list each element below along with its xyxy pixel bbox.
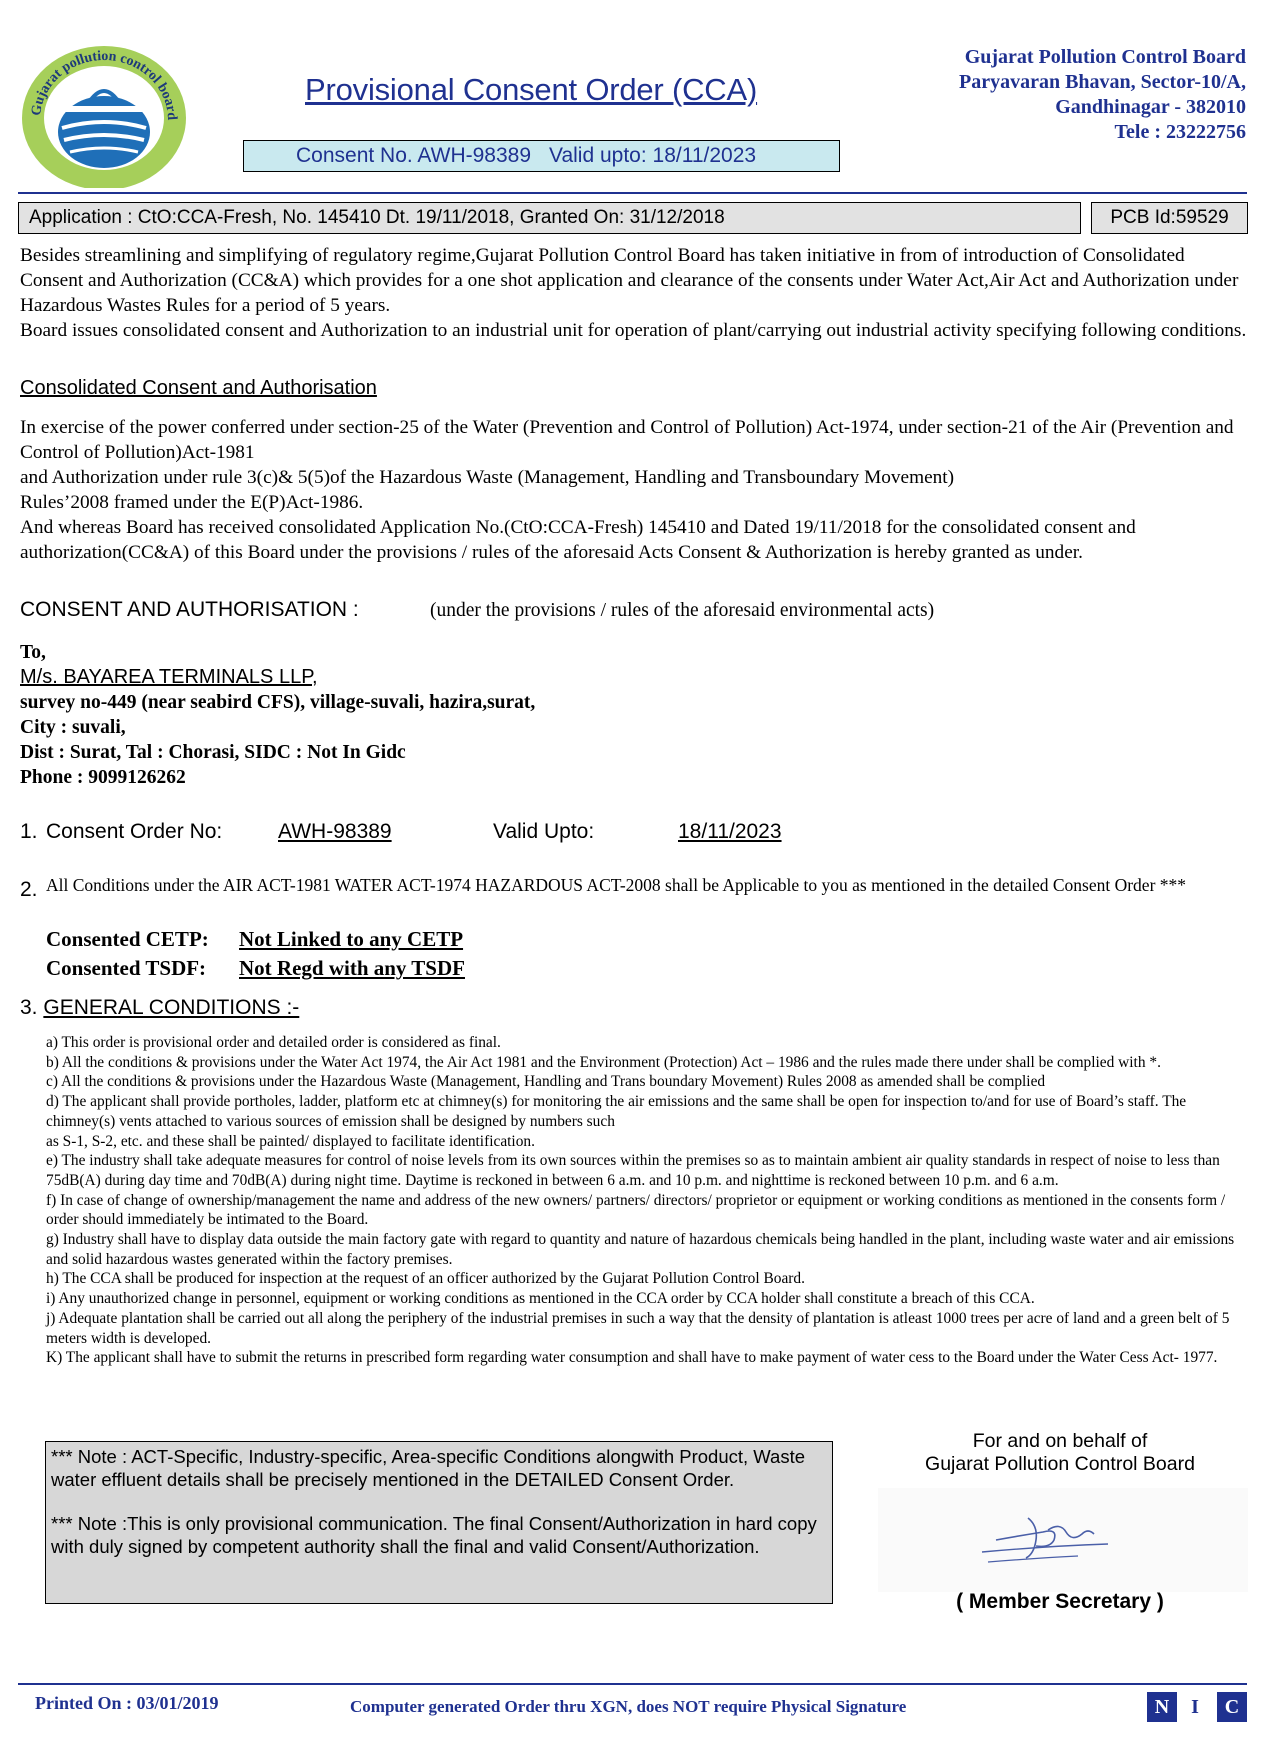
exercise-text: [20, 415, 1252, 565]
application-info: Application : CtO:CCA-Fresh, No. 145410 Dt. 19/11/2018, Granted On: 31/12/2018: [18, 202, 1081, 234]
company-name: M/s. BAYAREA TERMINALS LLP,: [20, 666, 318, 688]
condition-item: f) In case of change of ownership/management the name and address of the new owners/ partners/ directors/ proprietor or equipment or working conditions as mentioned in the consents form / order should immediately be intimated to the Board.: [46, 1191, 1226, 1229]
note-provisional: *** Note :This is only provisional communication. The final Consent/Authorization in hard copy with duly signed by competent authority shall the final and valid Consent/Authorization.: [51, 1513, 817, 1557]
tsdf-label: Consented TSDF:: [46, 956, 207, 980]
cetp-tsdf-block: [46, 925, 465, 983]
applicable-acts-text: All Conditions under the AIR ACT-1981 WATER ACT-1974 HAZARDOUS ACT-2008 shall be Applicable to you as mentioned in the detailed Consent Order ***: [46, 875, 1187, 895]
exercise-paragraph: and Authorization under rule 3(c)& 5(5)of the Hazardous Waste (Management, Handling and Transboundary Movement): [20, 467, 955, 488]
consent-order-number: AWH-98389: [278, 820, 392, 843]
tsdf-value: Not Regd with any TSDF: [239, 956, 465, 980]
valid-upto-label: Valid Upto:: [493, 820, 595, 843]
board-city: Gandhinagar - 382010: [1055, 96, 1246, 118]
intro-paragraph: Board issues consolidated consent and Authorization to an industrial unit for operation of plant/carrying out industrial activity specifying following conditions.: [20, 320, 1247, 341]
nic-logo-i: I: [1191, 1696, 1199, 1718]
board-name: Gujarat Pollution Control Board: [964, 46, 1246, 68]
exercise-paragraph: In exercise of the power conferred under section-25 of the Water (Prevention and Control of Pollution) Act-1974, under section-21 of the Air (Prevention and Control of Pollution)Act-1981: [20, 417, 1234, 463]
consent-number-box: [243, 140, 840, 172]
consent-order-label: Consent Order No:: [46, 820, 223, 843]
address-district: Dist : Surat, Tal : Chorasi, SIDC : Not In Gidc: [20, 742, 406, 763]
consent-number: Consent No. AWH-98389: [296, 144, 532, 167]
item-number: 3.: [20, 996, 38, 1019]
valid-upto: Valid upto: 18/11/2023: [549, 144, 757, 167]
general-conditions-heading: [20, 996, 299, 1020]
condition-item: e) The industry shall take adequate measures for control of noise levels from its own sources within the premises so as to maintain ambient air quality standards in respect of noise to less than 75dB(A) during day time and 70dB(A) during night time. Daytime is reckoned in between 6 a.m. and 10 p.m. and nighttime is reckoned between 10 p.m. and 6 a.m.: [46, 1152, 1220, 1189]
consent-authorisation-note: (under the provisions / rules of the aforesaid environmental acts): [430, 600, 935, 621]
signature-image: [878, 1488, 1248, 1592]
footer-divider: [18, 1683, 1247, 1685]
condition-item: a) This order is provisional order and detailed order is considered as final.: [46, 1034, 501, 1051]
header-divider: [18, 192, 1247, 194]
on-behalf-block: [870, 1430, 1250, 1476]
note-detailed-order: *** Note : ACT-Specific, Industry-specific, Area-specific Conditions alongwith Product, Waste water effluent details shall be precisely mentioned in the DETAILED Consent Order.: [51, 1446, 806, 1490]
valid-upto-date: 18/11/2023: [678, 820, 782, 843]
intro-text: [20, 243, 1252, 343]
consent-order-row: [20, 820, 820, 848]
condition-item: i) Any unauthorized change in personnel, equipment or working conditions as mentioned in the CCA order by CCA holder shall constitute a breach of this CCA.: [46, 1290, 1035, 1308]
general-conditions-title: GENERAL CONDITIONS :-: [43, 996, 300, 1019]
exercise-paragraph: Rules’2008 framed under the E(P)Act-1986.: [20, 492, 364, 513]
member-secretary: ( Member Secretary ): [956, 1590, 1164, 1613]
pcb-id: PCB Id:59529: [1091, 202, 1248, 234]
condition-item: K) The applicant shall have to submit the returns in prescribed form regarding water consumption and shall have to make payment of water cess to the Board under the Water Cess Act- 1977.: [46, 1349, 1218, 1367]
address-city: City : suvali,: [20, 717, 126, 738]
recipient-address: [20, 640, 535, 790]
condition-item: c) All the conditions & provisions under the Hazardous Waste (Management, Handling and Trans boundary Movement) Rules 2008 as amended shall be complied: [46, 1073, 1046, 1091]
board-address-line: Paryavaran Bhavan, Sector-10/A,: [958, 71, 1246, 93]
nic-logo-n: N: [1147, 1692, 1177, 1722]
general-conditions-list: [46, 1033, 1246, 1368]
condition-item: h) The CCA shall be produced for inspection at the request of an officer authorized by the Gujarat Pollution Control Board.: [46, 1270, 805, 1288]
board-phone: Tele : 23222756: [1114, 121, 1246, 143]
nic-logo-c: C: [1217, 1692, 1247, 1722]
address-to: To,: [20, 642, 46, 663]
behalf-board: Gujarat Pollution Control Board: [925, 1453, 1195, 1475]
item-number: 2.: [20, 878, 38, 901]
address-phone: Phone : 9099126262: [20, 767, 186, 788]
behalf-line: For and on behalf of: [972, 1430, 1148, 1452]
page-title: Provisional Consent Order (CCA): [305, 72, 758, 107]
consolidated-heading: Consolidated Consent and Authorisation: [20, 377, 377, 399]
condition-item: j) Adequate plantation shall be carried out all along the periphery of the industrial premises in such a way that the density of plantation is atleast 1000 trees per acre of land and a green belt of 5 meters width is developed.: [46, 1309, 1230, 1347]
condition-item: g) Industry shall have to display data outside the main factory gate with regard to quantity and nature of hazardous chemicals being handled in the plant, including waste water and air emissions and solid hazardous wastes generated within the factory premises.: [46, 1231, 1235, 1268]
svg-text:Gujarat pollution control boar: Gujarat pollution control board: [29, 48, 180, 121]
cetp-label: Consented CETP:: [46, 927, 209, 951]
consent-authorisation-heading: CONSENT AND AUTHORISATION :: [20, 598, 359, 621]
condition-item: b) All the conditions & provisions under the Water Act 1974, the Air Act 1981 and the Environment (Protection) Act – 1986 and the rules made there under shall be complied with *.: [46, 1053, 1161, 1071]
board-address: [959, 45, 1246, 145]
gpcb-logo: [18, 38, 190, 188]
address-line: survey no-449 (near seabird CFS), village-suvali, hazira,surat,: [20, 692, 536, 713]
condition-item: d) The applicant shall provide portholes, ladder, platform etc at chimney(s) for monitoring the air emissions and the same shall be open for inspection to/and for use of Board’s staff. The chimney(s) vents attached to various sources of emission shall be designed by numbers such: [46, 1093, 1187, 1130]
note-box: [45, 1441, 833, 1604]
condition-item: as S-1, S-2, etc. and these shall be painted/ displayed to facilitate identification.: [46, 1132, 535, 1150]
exercise-paragraph: And whereas Board has received consolidated Application No.(CtO:CCA-Fresh) 145410 and Dated 19/11/2018 for the consolidated consent and authorization(CC&A) of this Board under the provisions / rules of the aforesaid Acts Consent & Authorization is hereby granted as under.: [20, 517, 1136, 563]
item-number: 1.: [20, 820, 38, 843]
computer-generated-note: Computer generated Order thru XGN, does NOT require Physical Signature: [350, 1697, 907, 1716]
printed-on: Printed On : 03/01/2019: [35, 1693, 219, 1713]
cetp-value: Not Linked to any CETP: [239, 927, 464, 951]
intro-paragraph: Besides streamlining and simplifying of regulatory regime,Gujarat Pollution Control Board has taken initiative in from of introduction of Consolidated Consent and Authorization (CC&A) which provides for a one shot application and clearance of the consents under Water Act,Air Act and Authorization under Hazardous Wastes Rules for a period of 5 years.: [20, 245, 1239, 316]
